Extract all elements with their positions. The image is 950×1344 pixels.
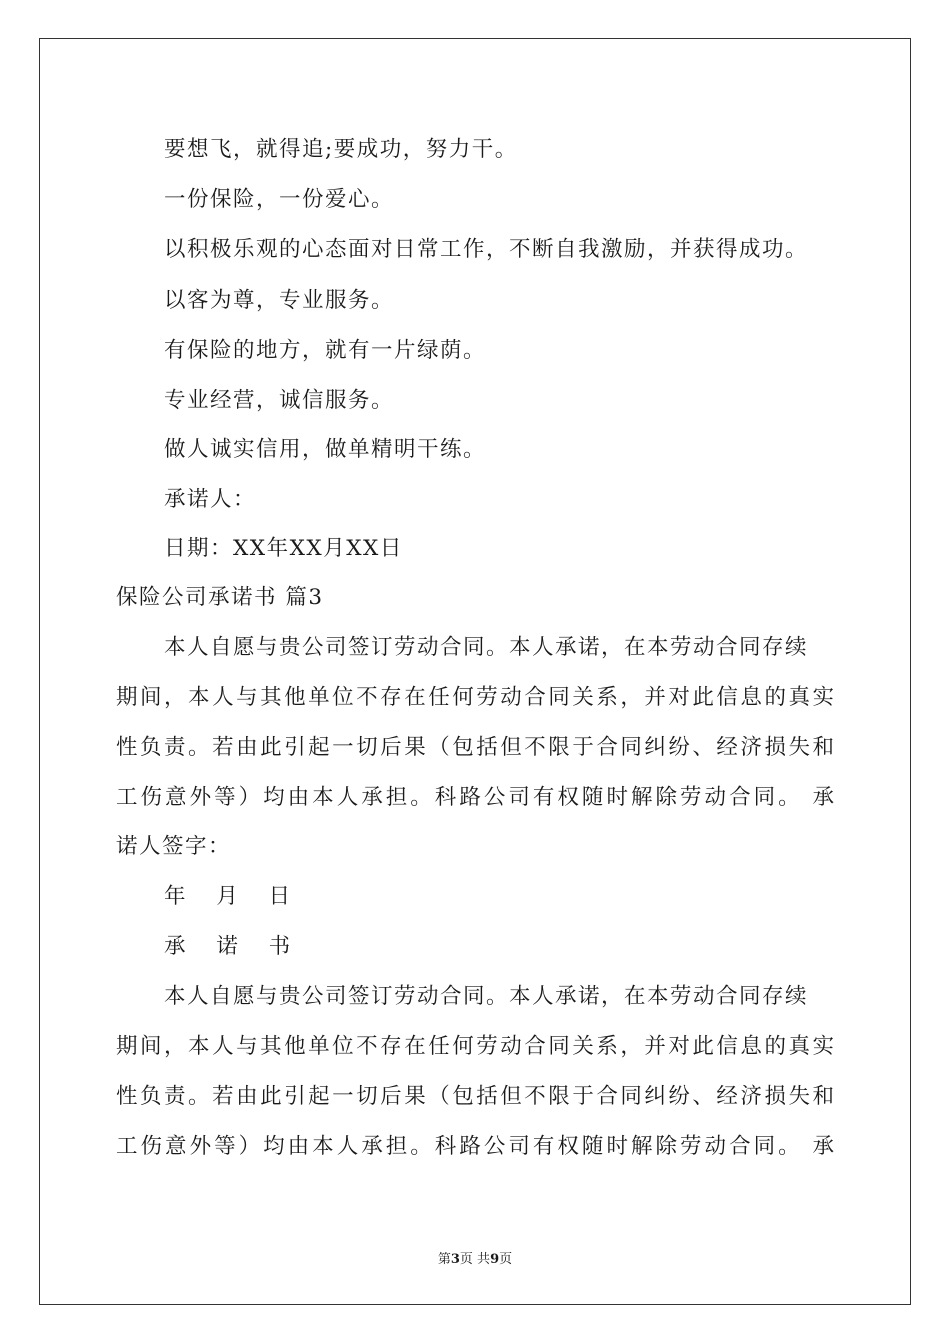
sub-heading: 承 诺 书 (164, 934, 303, 959)
text-line: 有保险的地方，就有一片绿荫。 (164, 338, 487, 363)
text-line: 一份保险，一份爱心。 (164, 187, 395, 212)
footer-mid: 页 共 (459, 1252, 491, 1267)
date-line: 年 月 日 (164, 884, 303, 909)
footer-page-number: 3 (450, 1252, 460, 1267)
text-line: 日期：XX年XX月XX日 (164, 536, 403, 561)
text-line: 期间，本人与其他单位不存在任何劳动合同关系，并对此信息的真实 (116, 1034, 834, 1059)
text-line: 要想飞，就得追;要成功，努力干。 (164, 137, 518, 162)
text-line: 工伤意外等）均由本人承担。科路公司有权随时解除劳动合同。 承 (116, 785, 834, 810)
section-heading: 保险公司承诺书 篇3 (116, 585, 324, 610)
footer-total-pages: 9 (490, 1252, 500, 1267)
page-footer (0, 1248, 950, 1267)
text-line: 本人自愿与贵公司签订劳动合同。本人承诺，在本劳动合同存续 (164, 984, 809, 1009)
text-line: 以客为尊，专业服务。 (164, 288, 395, 313)
text-line: 期间，本人与其他单位不存在任何劳动合同关系，并对此信息的真实 (116, 685, 834, 710)
footer-prefix: 第 (437, 1252, 451, 1267)
text-line: 工伤意外等）均由本人承担。科路公司有权随时解除劳动合同。 承 (116, 1134, 834, 1159)
text-line: 承诺人： (164, 487, 257, 512)
text-line: 性负责。若由此引起一切后果（包括但不限于合同纠纷、经济损失和 (116, 1084, 834, 1109)
text-line: 性负责。若由此引起一切后果（包括但不限于合同纠纷、经济损失和 (116, 735, 834, 760)
page-frame (39, 38, 911, 1305)
text-line: 专业经营，诚信服务。 (164, 388, 395, 413)
text-line: 做人诚实信用，做单精明干练。 (164, 437, 487, 462)
text-line: 诺人签字： (116, 834, 232, 859)
text-line: 本人自愿与贵公司签订劳动合同。本人承诺，在本劳动合同存续 (164, 635, 809, 660)
footer-suffix: 页 (499, 1252, 513, 1267)
text-line: 以积极乐观的心态面对日常工作，不断自我激励，并获得成功。 (164, 237, 809, 262)
